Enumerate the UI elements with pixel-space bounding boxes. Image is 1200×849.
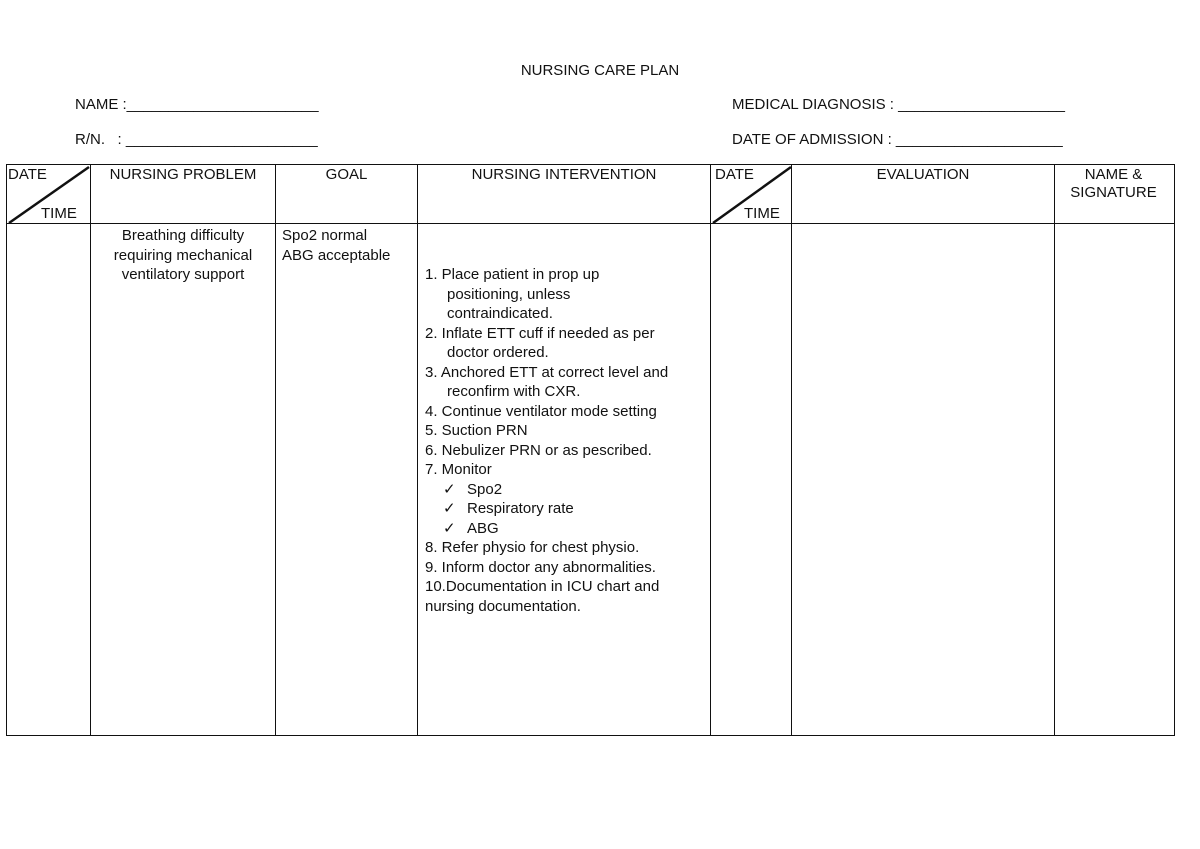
intervention-line: nursing documentation. [425,597,581,615]
care-plan-table [6,164,1175,736]
intervention-item [425,460,715,480]
header-time-label: TIME [744,205,780,222]
header-nursing-intervention: NURSING INTERVENTION [471,166,657,183]
intervention-item [425,324,715,363]
monitor-item [425,499,715,519]
monitor-item-label: ABG [467,519,499,537]
header-nursing-problem: NURSING PROBLEM [109,166,257,183]
column-divider [791,165,792,735]
intervention-line: 9. Inform doctor any abnormalities. [425,558,656,576]
intervention-line: 2. Inflate ETT cuff if needed as per [425,324,655,342]
intervention-continuation: doctor ordered. [447,344,549,361]
intervention-continuation: contraindicated. [447,305,553,322]
page-title: NURSING CARE PLAN [520,62,680,79]
intervention-list [425,265,715,616]
goal-cell [282,226,416,265]
intervention-line: 1. Place patient in prop up [425,266,600,283]
medical-diagnosis-field[interactable]: MEDICAL DIAGNOSIS : ____________________ [732,96,1065,113]
intervention-line: 8. Refer physio for chest physio. [425,539,640,556]
header-date-time-1 [7,165,90,223]
intervention-continuation: reconfirm with CXR. [447,383,581,400]
header-date-time-2 [711,165,791,223]
name-field[interactable]: NAME :_______________________ [75,96,319,113]
check-icon: ✓ [443,500,456,517]
rn-field[interactable]: R/N. : _______________________ [75,131,318,148]
header-evaluation: EVALUATION [876,166,970,183]
intervention-line: 4. Continue ventilator mode setting [425,402,657,420]
header-date-label: DATE [8,166,47,183]
intervention-line: 6. Nebulizer PRN or as pescribed. [425,441,652,459]
monitor-item [425,480,715,500]
intervention-line: 3. Anchored ETT at correct level and [425,363,669,381]
intervention-continuation: positioning, unless [447,285,571,303]
column-divider [1054,165,1055,735]
check-icon: ✓ [443,519,456,537]
intervention-line: 5. Suction PRN [425,422,528,439]
column-divider [417,165,418,735]
column-divider [275,165,276,735]
header-name-signature: NAME & SIGNATURE [1070,166,1157,201]
intervention-item [425,265,715,324]
monitor-item-label: Respiratory rate [467,500,574,517]
check-icon: ✓ [443,480,456,498]
goal-line: ABG acceptable [282,246,391,264]
date-of-admission-field[interactable]: DATE OF ADMISSION : ____________________ [732,131,1063,148]
intervention-item [425,363,715,402]
column-divider [90,165,91,735]
goal-line: Spo2 normal [282,227,368,244]
nursing-problem-cell: Breathing difficulty requiring mechanical ventilatory support [113,227,253,283]
nursing-intervention-cell [425,226,715,655]
intervention-line: 7. Monitor [425,461,492,478]
header-goal: GOAL [325,166,368,183]
monitor-item-label: Spo2 [467,480,503,498]
intervention-item [425,441,715,461]
intervention-line: 10.Documentation in ICU chart and [425,578,660,595]
intervention-item [425,402,715,422]
monitor-item [425,519,715,539]
header-date-label: DATE [715,166,754,183]
header-time-label: TIME [41,205,77,222]
header-divider [7,223,1174,224]
intervention-item [425,421,715,441]
